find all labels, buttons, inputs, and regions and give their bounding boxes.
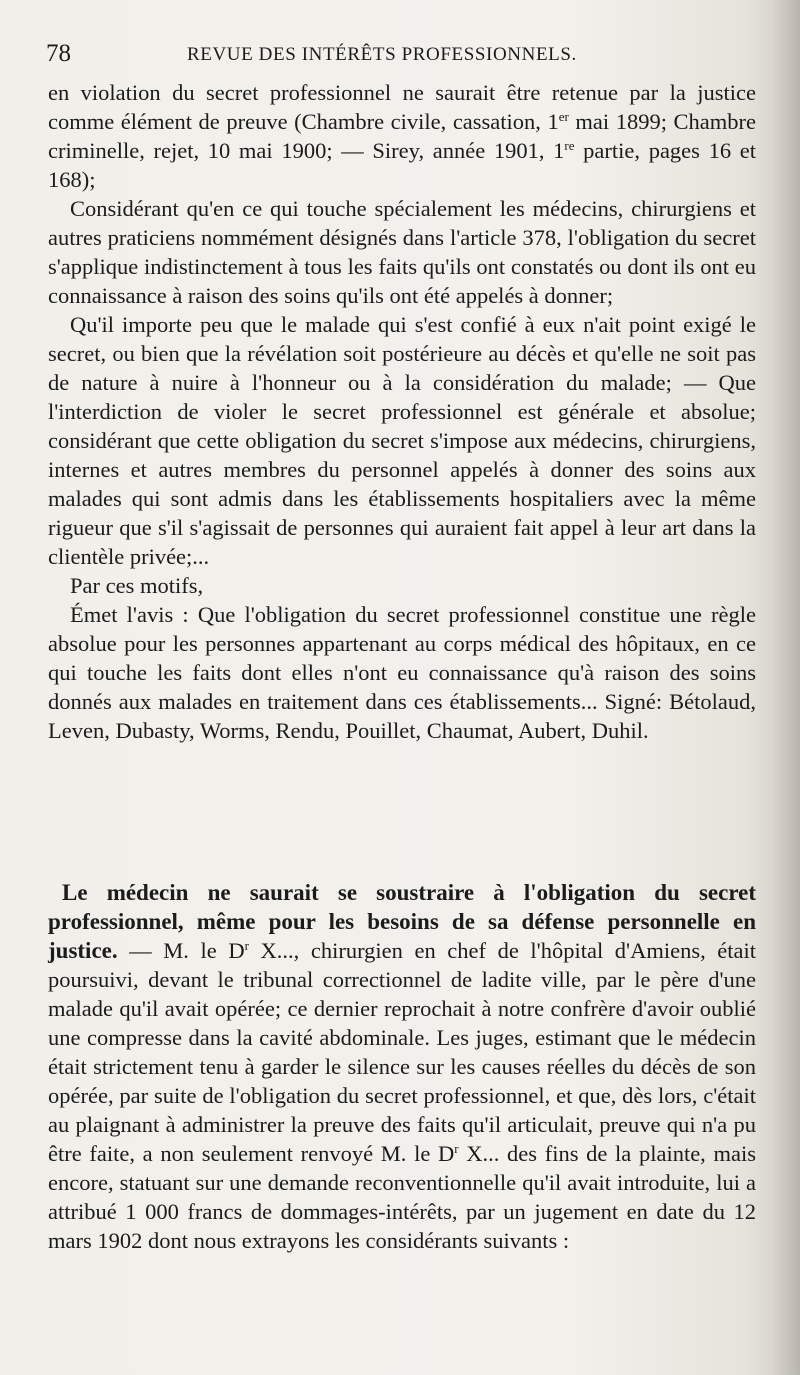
paragraph-5: Émet l'avis : Que l'obligation du secret professionnel constitue une règle absolue pour les personnes appartenant au corps médical des hôpitaux, en ce qui touche les faits dont elles n'ont eu connaissance qu'à raison des soins donnés aux malades en traitement dans ces établissements... Signé: Bétolaud, Leven, Dubasty, Worms, Rendu, Pouillet, Chaumat, Aubert, Duhil. bbox=[48, 602, 756, 743]
section-text-a: — M. le D bbox=[117, 938, 245, 963]
section-paragraph bbox=[48, 878, 756, 1255]
ordinal-superscript: re bbox=[564, 138, 575, 153]
running-title: REVUE DES INTÉRÊTS PROFESSIONNELS. bbox=[187, 44, 577, 65]
section-text-c: X... des fins de la plainte, mais encore, statuant sur une demande reconventionnelle qu'il avait introduite, lui a attribué 1 000 francs de dommages-intérêts, par un jugement en date du 12 mars 1902 dont nous extrayons les considérants suivants : bbox=[48, 1141, 756, 1253]
paragraph-2: Considérant qu'en ce qui touche spécialement les médecins, chirurgiens et autres praticiens nommément désignés dans l'article 378, l'obligation du secret s'applique indistinctement à tous les faits qu'ils ont constatés ou dont ils ont eu connaissance à raison des soins qu'ils ont été appelés à donner; bbox=[48, 196, 756, 308]
paragraph-1 bbox=[48, 78, 756, 194]
paragraph-1-text-a: en violation du secret professionnel ne saurait être retenue par la justice comme élément de preuve (Chambre civile, cassation, 1 bbox=[48, 80, 756, 134]
ordinal-superscript: er bbox=[558, 109, 569, 124]
page-header bbox=[42, 38, 762, 78]
paragraph-1-text-c: partie, pages 16 et 168); bbox=[48, 138, 756, 192]
abbrev-superscript: r bbox=[454, 1141, 459, 1156]
section-text-b: X..., chirurgien en chef de l'hôpital d'Amiens, était poursuivi, devant le tribunal correctionnel de ladite ville, par le père d'une malade qu'il avait opérée; ce dernier reprochait à notre confrère d'avoir oublié une compresse dans la cavité abdominale. Les juges, estimant que le médecin était strictement tenu à garder le silence sur les causes réelles du décès de son opérée, par suite de l'obligation du secret professionnel, et que, dès lors, c'était au plaignant à administrer la preuve des faits qu'il articulait, preuve qui n'a pu être faite, a non seulement renvoyé M. le D bbox=[48, 938, 757, 1166]
page-edge-shadow bbox=[772, 0, 800, 1375]
section-block bbox=[48, 878, 756, 1255]
body-text bbox=[48, 78, 756, 745]
paragraph-4: Par ces motifs, bbox=[70, 573, 204, 598]
paragraph-1-text-b: mai 1899; Chambre criminelle, rejet, 10 mai 1900; — Sirey, année 1901, 1 bbox=[48, 109, 757, 163]
paragraph-3: Qu'il importe peu que le malade qui s'est confié à eux n'ait point exigé le secret, ou bien que la révélation soit postérieure au décès et qu'elle ne soit pas de nature à nuire à l'honneur ou à la considération du malade; — Que l'interdiction de violer le secret professionnel est générale et absolue; considérant que cette obligation du secret s'impose aux médecins, chirurgiens, internes et autres membres du personnel appelés à donner des soins aux malades qui sont admis dans les établissements hospitaliers avec la même rigueur que s'il s'agissait de personnes qui auraient fait appel à leur art dans la clientèle privée;... bbox=[48, 312, 756, 569]
abbrev-superscript: r bbox=[244, 938, 249, 953]
page-number: 78 bbox=[46, 40, 71, 67]
section-heading: Le médecin ne saurait se soustraire à l'obligation du secret professionnel, même pour les besoins de sa défense personnelle en justice. bbox=[48, 880, 756, 963]
